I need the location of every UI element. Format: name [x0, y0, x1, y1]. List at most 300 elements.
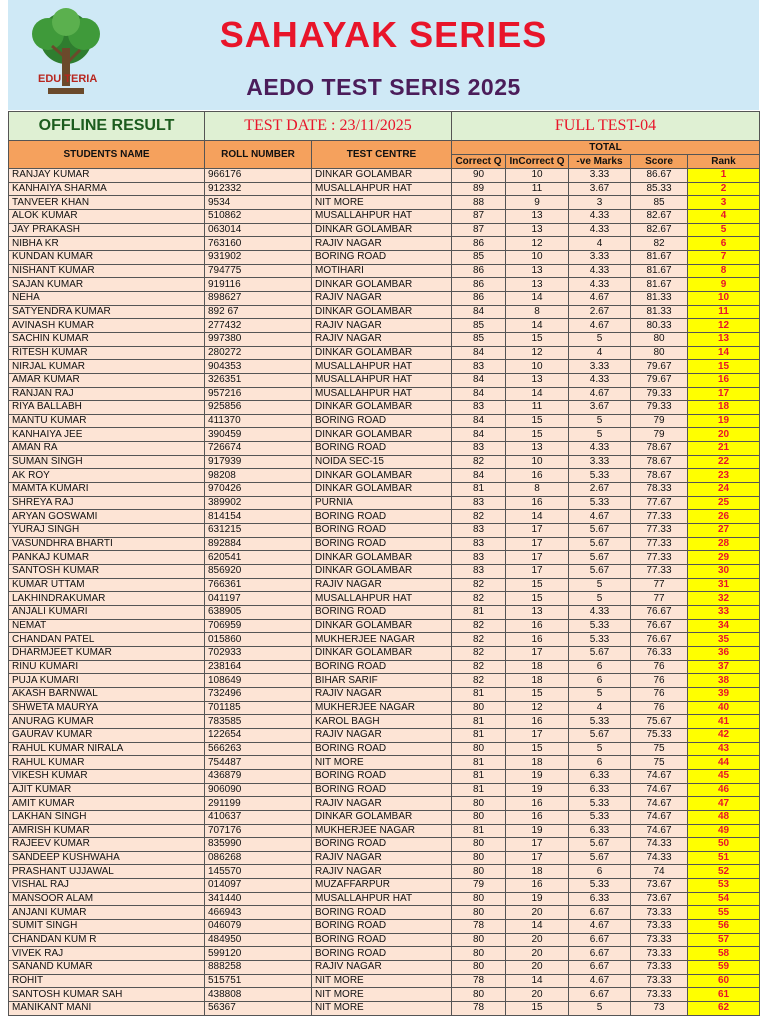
rank: 23	[688, 469, 760, 483]
incorrect-count: 16	[506, 633, 569, 647]
test-centre: NOIDA SEC-15	[312, 455, 452, 469]
student-name: AMAR KUMAR	[9, 373, 205, 387]
table-row	[9, 906, 760, 920]
incorrect-count: 16	[506, 619, 569, 633]
negative-marks: 3.33	[569, 360, 631, 374]
test-centre: RAJIV NAGAR	[312, 578, 452, 592]
student-name: AMRISH KUMAR	[9, 824, 205, 838]
table-row	[9, 742, 760, 756]
negative-marks: 4.33	[569, 209, 631, 223]
roll-number: 341440	[205, 892, 312, 906]
incorrect-count: 20	[506, 933, 569, 947]
table-row	[9, 182, 760, 196]
negative-marks: 5.67	[569, 851, 631, 865]
negative-marks: 5	[569, 592, 631, 606]
correct-count: 83	[452, 401, 506, 415]
correct-count: 82	[452, 646, 506, 660]
student-name: JAY PRAKASH	[9, 223, 205, 237]
negative-marks: 3.33	[569, 169, 631, 183]
student-name: RAHUL KUMAR	[9, 756, 205, 770]
test-centre: BORING ROAD	[312, 414, 452, 428]
score: 77	[631, 592, 688, 606]
correct-count: 83	[452, 524, 506, 538]
test-centre: MUSALLAHPUR HAT	[312, 592, 452, 606]
rank: 51	[688, 851, 760, 865]
test-centre: MUSALLAHPUR HAT	[312, 387, 452, 401]
score: 78.67	[631, 455, 688, 469]
correct-count: 83	[452, 565, 506, 579]
negative-marks: 4.67	[569, 387, 631, 401]
incorrect-count: 14	[506, 319, 569, 333]
incorrect-count: 20	[506, 988, 569, 1002]
score: 77.33	[631, 510, 688, 524]
correct-count: 85	[452, 332, 506, 346]
correct-count: 80	[452, 742, 506, 756]
incorrect-count: 13	[506, 373, 569, 387]
incorrect-count: 10	[506, 360, 569, 374]
header-banner	[8, 0, 759, 110]
roll-number: 766361	[205, 578, 312, 592]
student-name: CHANDAN PATEL	[9, 633, 205, 647]
rank: 29	[688, 551, 760, 565]
table-row	[9, 455, 760, 469]
rank: 11	[688, 305, 760, 319]
correct-count: 80	[452, 838, 506, 852]
rank: 1	[688, 169, 760, 183]
table-row	[9, 974, 760, 988]
test-centre: RAJIV NAGAR	[312, 319, 452, 333]
col-header-score: Score	[631, 155, 688, 169]
test-centre: BORING ROAD	[312, 906, 452, 920]
incorrect-count: 13	[506, 223, 569, 237]
test-centre: NIT MORE	[312, 974, 452, 988]
negative-marks: 5.67	[569, 524, 631, 538]
roll-number: 888258	[205, 961, 312, 975]
negative-marks: 6.67	[569, 933, 631, 947]
rank: 57	[688, 933, 760, 947]
negative-marks: 3.67	[569, 401, 631, 415]
rank: 8	[688, 264, 760, 278]
test-centre: DINKAR GOLAMBAR	[312, 346, 452, 360]
student-name: RANJAN RAJ	[9, 387, 205, 401]
table-row	[9, 715, 760, 729]
negative-marks: 3.33	[569, 455, 631, 469]
score: 75.67	[631, 715, 688, 729]
table-row	[9, 551, 760, 565]
student-name: AK ROY	[9, 469, 205, 483]
student-name: SAJAN KUMAR	[9, 278, 205, 292]
negative-marks: 6.33	[569, 769, 631, 783]
roll-number: 566263	[205, 742, 312, 756]
table-row	[9, 756, 760, 770]
table-row	[9, 237, 760, 251]
incorrect-count: 15	[506, 742, 569, 756]
student-name: NEMAT	[9, 619, 205, 633]
incorrect-count: 15	[506, 1002, 569, 1016]
roll-number: 707176	[205, 824, 312, 838]
table-row	[9, 496, 760, 510]
table-row	[9, 783, 760, 797]
test-centre: BORING ROAD	[312, 524, 452, 538]
negative-marks: 5	[569, 332, 631, 346]
rank: 7	[688, 250, 760, 264]
roll-number: 086268	[205, 851, 312, 865]
test-centre: RAJIV NAGAR	[312, 797, 452, 811]
negative-marks: 4.67	[569, 974, 631, 988]
rank: 22	[688, 455, 760, 469]
incorrect-count: 16	[506, 715, 569, 729]
correct-count: 84	[452, 346, 506, 360]
rank: 62	[688, 1002, 760, 1016]
roll-number: 835990	[205, 838, 312, 852]
rank: 52	[688, 865, 760, 879]
rank: 55	[688, 906, 760, 920]
roll-number: 466943	[205, 906, 312, 920]
negative-marks: 6.67	[569, 947, 631, 961]
test-centre: MUSALLAHPUR HAT	[312, 892, 452, 906]
negative-marks: 6.67	[569, 906, 631, 920]
test-centre: BORING ROAD	[312, 510, 452, 524]
rank: 24	[688, 483, 760, 497]
negative-marks: 4	[569, 237, 631, 251]
incorrect-count: 16	[506, 797, 569, 811]
score: 73.33	[631, 906, 688, 920]
roll-number: 108649	[205, 674, 312, 688]
negative-marks: 5.67	[569, 551, 631, 565]
incorrect-count: 13	[506, 606, 569, 620]
roll-number: 898627	[205, 291, 312, 305]
table-row	[9, 291, 760, 305]
score: 74	[631, 865, 688, 879]
roll-number: 041197	[205, 592, 312, 606]
test-centre: BORING ROAD	[312, 606, 452, 620]
incorrect-count: 14	[506, 974, 569, 988]
student-name: MAMTA KUMARI	[9, 483, 205, 497]
score: 77.33	[631, 551, 688, 565]
rank: 4	[688, 209, 760, 223]
score: 79.67	[631, 373, 688, 387]
incorrect-count: 17	[506, 524, 569, 538]
score: 81.33	[631, 305, 688, 319]
student-name: AMAN RA	[9, 442, 205, 456]
table-row	[9, 701, 760, 715]
incorrect-count: 15	[506, 428, 569, 442]
correct-count: 81	[452, 483, 506, 497]
score: 74.33	[631, 838, 688, 852]
table-row	[9, 592, 760, 606]
correct-count: 84	[452, 428, 506, 442]
table-row	[9, 892, 760, 906]
test-centre: DINKAR GOLAMBAR	[312, 305, 452, 319]
correct-count: 87	[452, 223, 506, 237]
col-header-incorrect: InCorrect Q	[506, 155, 569, 169]
test-centre: RAJIV NAGAR	[312, 728, 452, 742]
correct-count: 78	[452, 974, 506, 988]
incorrect-count: 15	[506, 578, 569, 592]
negative-marks: 5.33	[569, 469, 631, 483]
roll-number: 599120	[205, 947, 312, 961]
col-header-negative: -ve Marks	[569, 155, 631, 169]
student-name: CHANDAN KUM R	[9, 933, 205, 947]
negative-marks: 3.33	[569, 250, 631, 264]
correct-count: 82	[452, 674, 506, 688]
incorrect-count: 14	[506, 920, 569, 934]
incorrect-count: 10	[506, 250, 569, 264]
incorrect-count: 14	[506, 510, 569, 524]
rank: 19	[688, 414, 760, 428]
incorrect-count: 15	[506, 592, 569, 606]
test-centre: KAROL BAGH	[312, 715, 452, 729]
correct-count: 81	[452, 783, 506, 797]
rank: 56	[688, 920, 760, 934]
rank: 61	[688, 988, 760, 1002]
correct-count: 90	[452, 169, 506, 183]
student-name: NISHANT KUMAR	[9, 264, 205, 278]
test-centre: BORING ROAD	[312, 660, 452, 674]
rank: 49	[688, 824, 760, 838]
correct-count: 80	[452, 797, 506, 811]
negative-marks: 4.67	[569, 510, 631, 524]
table-row	[9, 346, 760, 360]
test-centre: DINKAR GOLAMBAR	[312, 469, 452, 483]
correct-count: 85	[452, 319, 506, 333]
correct-count: 81	[452, 756, 506, 770]
score: 80.33	[631, 319, 688, 333]
table-row	[9, 619, 760, 633]
student-name: SANTOSH KUMAR	[9, 565, 205, 579]
score: 73.33	[631, 933, 688, 947]
negative-marks: 4.33	[569, 442, 631, 456]
test-centre: BORING ROAD	[312, 783, 452, 797]
correct-count: 80	[452, 892, 506, 906]
correct-count: 82	[452, 660, 506, 674]
negative-marks: 6.67	[569, 988, 631, 1002]
test-centre: NIT MORE	[312, 988, 452, 1002]
correct-count: 87	[452, 209, 506, 223]
negative-marks: 6.33	[569, 783, 631, 797]
score: 75.33	[631, 728, 688, 742]
rank: 10	[688, 291, 760, 305]
correct-count: 84	[452, 387, 506, 401]
negative-marks: 5	[569, 742, 631, 756]
student-name: AJIT KUMAR	[9, 783, 205, 797]
test-centre: RAJIV NAGAR	[312, 961, 452, 975]
student-name: RINU KUMARI	[9, 660, 205, 674]
roll-number: 620541	[205, 551, 312, 565]
rank: 12	[688, 319, 760, 333]
roll-number: 783585	[205, 715, 312, 729]
negative-marks: 4.67	[569, 319, 631, 333]
roll-number: 145570	[205, 865, 312, 879]
negative-marks: 4.33	[569, 278, 631, 292]
incorrect-count: 20	[506, 961, 569, 975]
correct-count: 83	[452, 496, 506, 510]
rank: 60	[688, 974, 760, 988]
test-centre: BORING ROAD	[312, 920, 452, 934]
table-row	[9, 824, 760, 838]
rank: 5	[688, 223, 760, 237]
table-row	[9, 223, 760, 237]
score: 81.67	[631, 264, 688, 278]
rank: 36	[688, 646, 760, 660]
incorrect-count: 19	[506, 769, 569, 783]
correct-count: 84	[452, 373, 506, 387]
table-row	[9, 810, 760, 824]
rank: 33	[688, 606, 760, 620]
rank: 31	[688, 578, 760, 592]
student-name: SHWETA MAURYA	[9, 701, 205, 715]
table-row	[9, 606, 760, 620]
table-row	[9, 442, 760, 456]
roll-number: 9534	[205, 196, 312, 210]
score: 77.33	[631, 537, 688, 551]
student-name: ROHIT	[9, 974, 205, 988]
rank: 47	[688, 797, 760, 811]
test-centre: MUSALLAHPUR HAT	[312, 360, 452, 374]
correct-count: 82	[452, 592, 506, 606]
incorrect-count: 11	[506, 401, 569, 415]
roll-number: 238164	[205, 660, 312, 674]
test-centre: DINKAR GOLAMBAR	[312, 428, 452, 442]
student-name: AMIT KUMAR	[9, 797, 205, 811]
correct-count: 86	[452, 264, 506, 278]
test-centre: BORING ROAD	[312, 769, 452, 783]
score: 79.67	[631, 360, 688, 374]
incorrect-count: 12	[506, 237, 569, 251]
incorrect-count: 9	[506, 196, 569, 210]
test-centre: BORING ROAD	[312, 933, 452, 947]
test-centre: NIT MORE	[312, 1002, 452, 1016]
student-name: NEHA	[9, 291, 205, 305]
rank: 2	[688, 182, 760, 196]
rank: 37	[688, 660, 760, 674]
student-name: GAURAV KUMAR	[9, 728, 205, 742]
correct-count: 82	[452, 455, 506, 469]
negative-marks: 5	[569, 428, 631, 442]
score: 82	[631, 237, 688, 251]
incorrect-count: 17	[506, 728, 569, 742]
student-name: VASUNDHRA BHARTI	[9, 537, 205, 551]
table-row	[9, 565, 760, 579]
test-centre: MUKHERJEE NAGAR	[312, 701, 452, 715]
correct-count: 80	[452, 865, 506, 879]
table-row	[9, 865, 760, 879]
negative-marks: 6	[569, 660, 631, 674]
table-row	[9, 196, 760, 210]
roll-number: 411370	[205, 414, 312, 428]
rank: 43	[688, 742, 760, 756]
roll-number: 997380	[205, 332, 312, 346]
score: 77	[631, 578, 688, 592]
correct-count: 84	[452, 414, 506, 428]
correct-count: 81	[452, 728, 506, 742]
negative-marks: 5.67	[569, 728, 631, 742]
negative-marks: 6	[569, 674, 631, 688]
table-row	[9, 332, 760, 346]
correct-count: 83	[452, 442, 506, 456]
score: 78.33	[631, 483, 688, 497]
roll-number: 931902	[205, 250, 312, 264]
logo-text: EDU TERIA	[38, 73, 98, 85]
col-header-correct: Correct Q	[452, 155, 506, 169]
table-row	[9, 414, 760, 428]
correct-count: 82	[452, 510, 506, 524]
student-name: VISHAL RAJ	[9, 879, 205, 893]
rank: 6	[688, 237, 760, 251]
negative-marks: 5.67	[569, 838, 631, 852]
rank: 39	[688, 687, 760, 701]
score: 73.33	[631, 974, 688, 988]
negative-marks: 5	[569, 687, 631, 701]
score: 75	[631, 742, 688, 756]
score: 73	[631, 1002, 688, 1016]
col-header-rank: Rank	[688, 155, 760, 169]
rank: 59	[688, 961, 760, 975]
incorrect-count: 15	[506, 332, 569, 346]
score: 82.67	[631, 223, 688, 237]
roll-number: 046079	[205, 920, 312, 934]
incorrect-count: 17	[506, 646, 569, 660]
correct-count: 85	[452, 250, 506, 264]
student-name: VIKESH KUMAR	[9, 769, 205, 783]
roll-number: 484950	[205, 933, 312, 947]
test-centre: MUSALLAHPUR HAT	[312, 373, 452, 387]
table-row	[9, 660, 760, 674]
full-test-label: FULL TEST-04	[452, 112, 760, 141]
correct-count: 84	[452, 305, 506, 319]
student-name: KANHAIYA JEE	[9, 428, 205, 442]
table-row	[9, 933, 760, 947]
negative-marks: 2.67	[569, 483, 631, 497]
student-name: RIYA BALLABH	[9, 401, 205, 415]
roll-number: 763160	[205, 237, 312, 251]
roll-number: 291199	[205, 797, 312, 811]
correct-count: 82	[452, 619, 506, 633]
negative-marks: 2.67	[569, 305, 631, 319]
rank: 18	[688, 401, 760, 415]
student-name: ARYAN GOSWAMI	[9, 510, 205, 524]
student-name: ANURAG KUMAR	[9, 715, 205, 729]
table-row	[9, 797, 760, 811]
table-row	[9, 1002, 760, 1016]
table-row	[9, 537, 760, 551]
negative-marks: 4.33	[569, 264, 631, 278]
table-row	[9, 879, 760, 893]
correct-count: 81	[452, 824, 506, 838]
student-name: MANIKANT MANI	[9, 1002, 205, 1016]
incorrect-count: 8	[506, 483, 569, 497]
negative-marks: 5.33	[569, 715, 631, 729]
score: 76.33	[631, 646, 688, 660]
table-row	[9, 961, 760, 975]
rank: 13	[688, 332, 760, 346]
student-name: RAJEEV KUMAR	[9, 838, 205, 852]
score: 73.33	[631, 947, 688, 961]
roll-number: 856920	[205, 565, 312, 579]
negative-marks: 5.33	[569, 810, 631, 824]
rank: 17	[688, 387, 760, 401]
student-name: ALOK KUMAR	[9, 209, 205, 223]
roll-number: 754487	[205, 756, 312, 770]
offline-result-label: OFFLINE RESULT	[9, 112, 205, 141]
negative-marks: 5.33	[569, 797, 631, 811]
student-name: SATYENDRA KUMAR	[9, 305, 205, 319]
rank: 9	[688, 278, 760, 292]
roll-number: 436879	[205, 769, 312, 783]
roll-number: 277432	[205, 319, 312, 333]
table-row	[9, 687, 760, 701]
incorrect-count: 18	[506, 674, 569, 688]
